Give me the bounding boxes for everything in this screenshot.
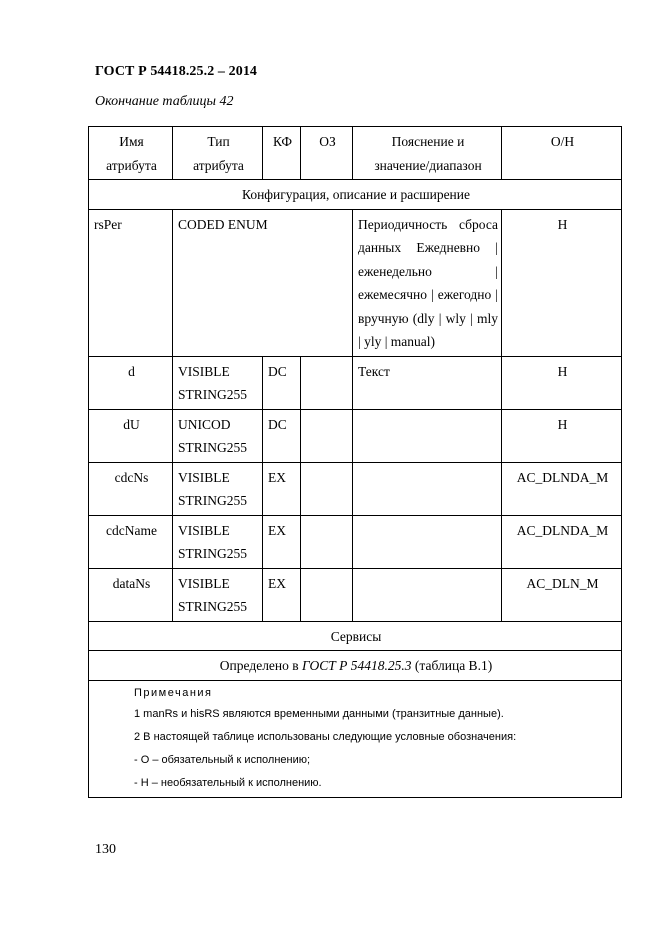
attr-name-cell: cdcNs bbox=[89, 462, 173, 515]
attr-on-cell: AC_DLNDA_M bbox=[502, 462, 622, 515]
column-header-explanation: Пояснение и значение/диапазон bbox=[353, 127, 502, 180]
table-row bbox=[89, 462, 622, 515]
attr-oz-cell bbox=[301, 515, 353, 568]
attr-kf-cell: EX bbox=[263, 568, 301, 621]
section-row-services bbox=[89, 621, 622, 651]
attr-oz-cell bbox=[301, 568, 353, 621]
attr-oz-cell bbox=[301, 356, 353, 409]
attr-type-cell: VISIBLE STRING255 bbox=[173, 568, 263, 621]
attr-type-cell: VISIBLE STRING255 bbox=[173, 462, 263, 515]
attr-name-cell: cdcName bbox=[89, 515, 173, 568]
column-header-kf: КФ bbox=[263, 127, 301, 180]
section-title-services: Сервисы bbox=[89, 621, 622, 651]
services-prefix: Определено в bbox=[219, 658, 303, 673]
attr-type-cell: CODED ENUM bbox=[173, 209, 353, 356]
attr-oz-cell bbox=[301, 462, 353, 515]
table-row bbox=[89, 515, 622, 568]
attr-name-cell: dU bbox=[89, 409, 173, 462]
attr-oz-cell bbox=[301, 409, 353, 462]
document-header: ГОСТ Р 54418.25.2 – 2014 bbox=[95, 64, 258, 79]
section-title-config: Конфигурация, описание и расширение bbox=[89, 180, 622, 210]
notes-row bbox=[89, 680, 622, 797]
attr-on-cell: Н bbox=[502, 356, 622, 409]
table-row bbox=[89, 209, 622, 356]
notes-cell bbox=[89, 680, 622, 797]
attr-on-cell: Н bbox=[502, 409, 622, 462]
attr-explanation-cell bbox=[353, 515, 502, 568]
attr-type-cell: VISIBLE STRING255 bbox=[173, 515, 263, 568]
attr-kf-cell: EX bbox=[263, 462, 301, 515]
notes-title: Примечания bbox=[134, 686, 213, 699]
table-row bbox=[89, 568, 622, 621]
column-header-oz: ОЗ bbox=[301, 127, 353, 180]
note-line: - О – обязательный к исполнению; bbox=[134, 753, 311, 766]
column-header-name: Имя атрибута bbox=[89, 127, 173, 180]
attr-explanation-cell: Периодичность сброса данных Ежедневно | еженедельно | ежемесячно | ежегодно | вручную (dly | wly | mly | yly | manual) bbox=[353, 209, 502, 356]
note-line: - Н – необязательный к исполнению. bbox=[134, 776, 322, 789]
attr-kf-cell: EX bbox=[263, 515, 301, 568]
attr-explanation-cell: Текст bbox=[353, 356, 502, 409]
services-row bbox=[89, 651, 622, 681]
attr-name-cell: d bbox=[89, 356, 173, 409]
table-header-row bbox=[89, 127, 622, 180]
attr-name-cell: rsPer bbox=[89, 209, 173, 356]
services-reference: ГОСТ Р 54418.25.3 bbox=[302, 658, 412, 673]
attr-explanation-cell bbox=[353, 409, 502, 462]
attr-on-cell: AC_DLN_M bbox=[502, 568, 622, 621]
attr-on-cell: Н bbox=[502, 209, 622, 356]
attr-explanation-cell bbox=[353, 462, 502, 515]
attr-name-cell: dataNs bbox=[89, 568, 173, 621]
note-line: 2 В настоящей таблице использованы следующие условные обозначения: bbox=[134, 730, 517, 743]
table-row bbox=[89, 356, 622, 409]
attr-kf-cell: DC bbox=[263, 356, 301, 409]
attr-type-cell: VISIBLE STRING255 bbox=[173, 356, 263, 409]
table-caption: Окончание таблицы 42 bbox=[95, 94, 234, 109]
attr-kf-cell: DC bbox=[263, 409, 301, 462]
attr-explanation-cell bbox=[353, 568, 502, 621]
attribute-table bbox=[88, 126, 622, 798]
note-line: 1 manRs и hisRS являются временными данными (транзитные данные). bbox=[134, 707, 504, 720]
attr-on-cell: AC_DLNDA_M bbox=[502, 515, 622, 568]
services-definition bbox=[89, 651, 622, 681]
table-row bbox=[89, 409, 622, 462]
column-header-on: О/Н bbox=[502, 127, 622, 180]
services-suffix: (таблица В.1) bbox=[411, 658, 493, 673]
section-row-config bbox=[89, 180, 622, 210]
attr-type-cell: UNICOD STRING255 bbox=[173, 409, 263, 462]
page-number: 130 bbox=[95, 842, 116, 857]
column-header-type: Тип атрибута bbox=[173, 127, 263, 180]
